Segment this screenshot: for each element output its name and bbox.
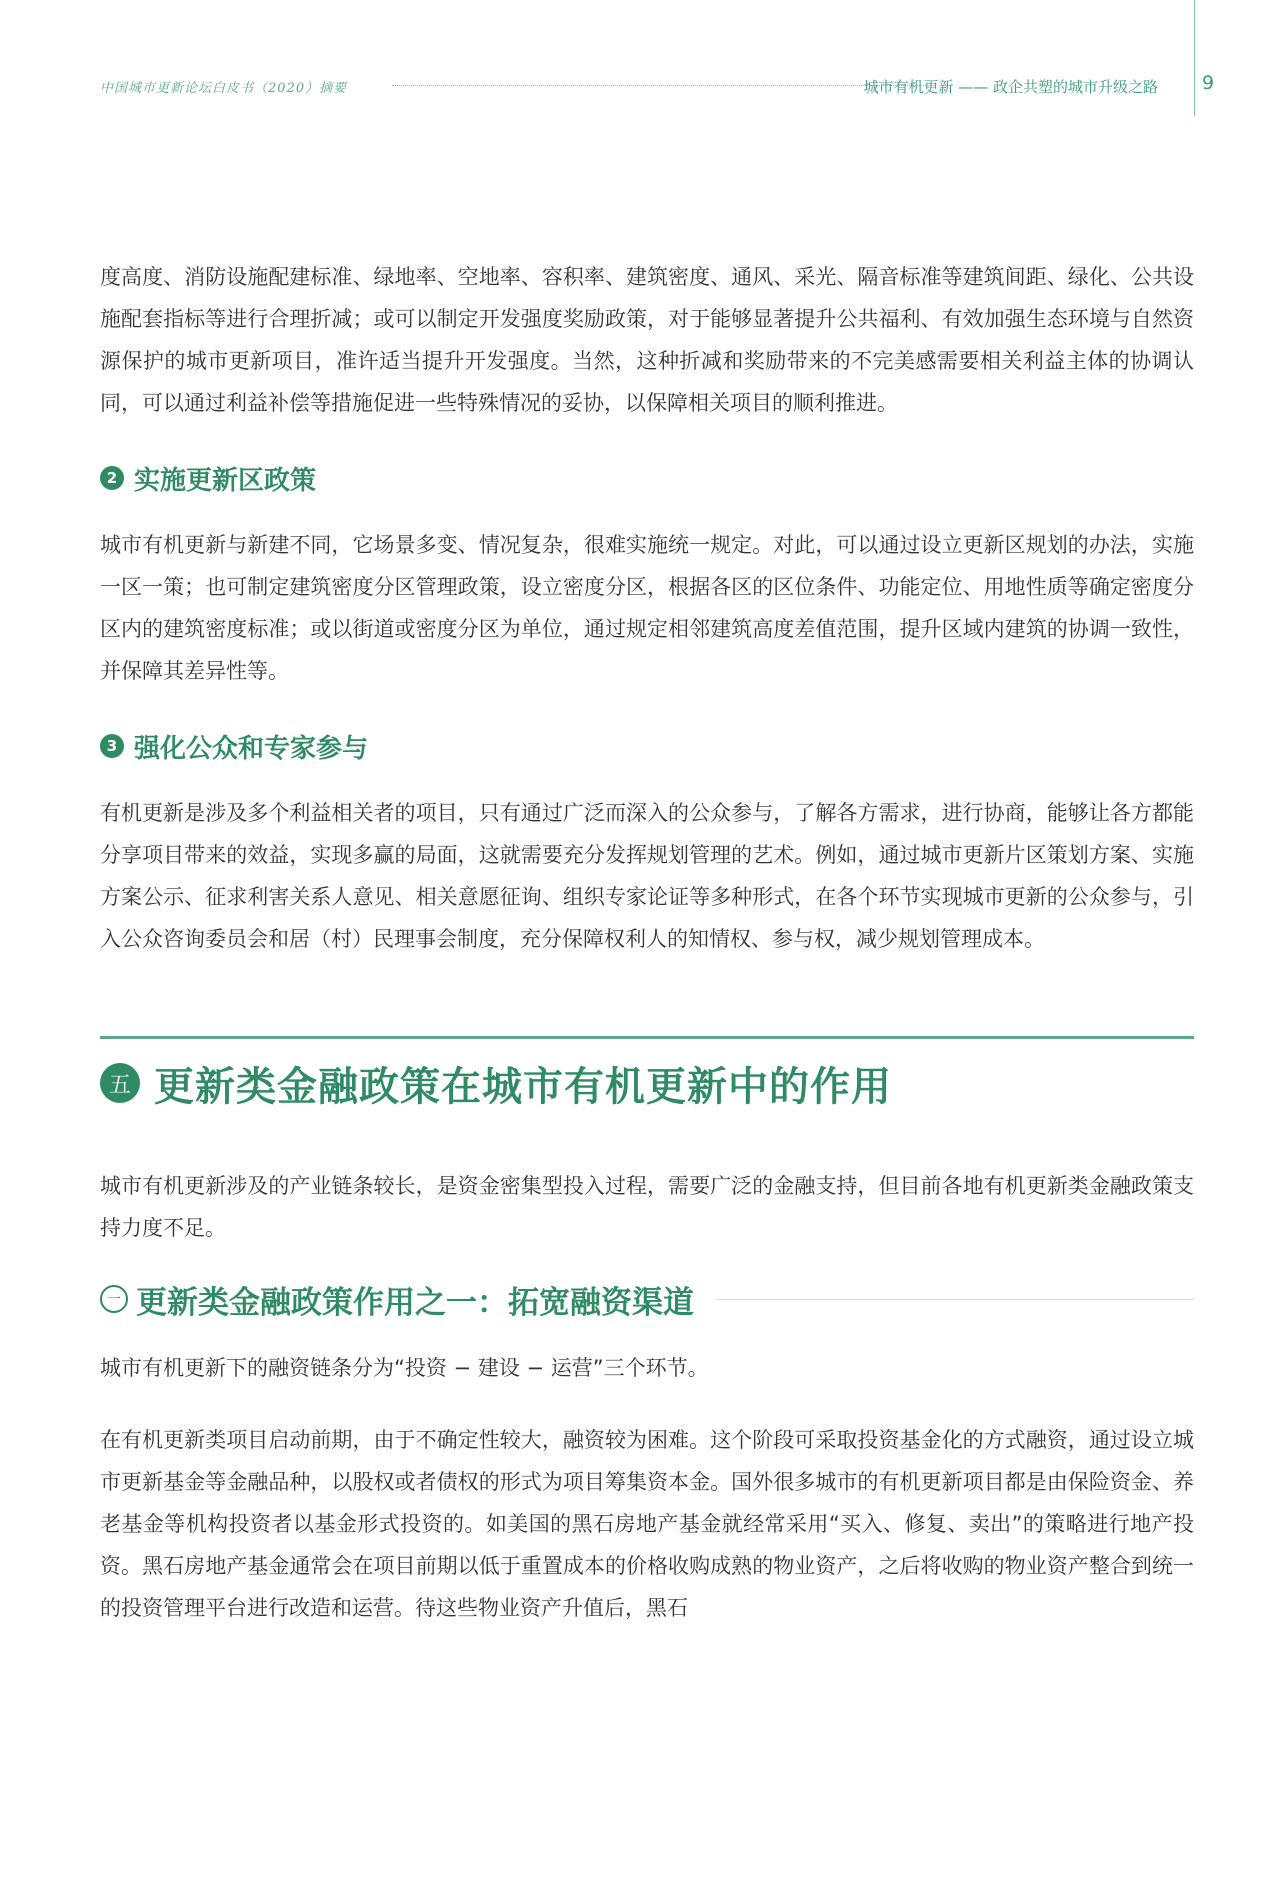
section-heading — [100, 1053, 1194, 1113]
paragraph: 城市有机更新与新建不同，它场景多变、情况复杂，很难实施统一规定。对此，可以通过设立更新区规划的办法，实施一区一策；也可制定建筑密度分区管理政策，设立密度分区，根据各区的区位条件、功能定位、用地性质等确定密度分区内的建筑密度标准；或以街道或密度分区为单位，通过规定相邻建筑高度差值范围，提升区域内建筑的协调一致性，并保障其差异性等。 — [100, 533, 1194, 683]
paragraph: 度高度、消防设施配建标准、绿地率、空地率、容积率、建筑密度、通风、采光、隔音标准等建筑间距、绿化、公共设施配套指标等进行合理折减；或可以制定开发强度奖励政策，对于能够显著提升公共福利、有效加强生态环境与自然资源保护的城市更新项目，准许适当提升开发强度。当然，这种折减和奖励带来的不完美感需要相关利益主体的协调认同，可以通过利益补偿等措施促进一些特殊情况的妥协，以保障相关项目的顺利推进。 — [100, 265, 1194, 415]
subsection-heading — [100, 1277, 1194, 1321]
header-right-title: 城市有机更新 —— 政企共塑的城市升级之路 — [863, 78, 1158, 96]
page-body — [100, 256, 1194, 1629]
subsection-title: 更新类金融政策作用之一：拓宽融资渠道 — [136, 1284, 694, 1321]
number-badge: 2 — [100, 466, 124, 490]
number-badge: 3 — [100, 734, 124, 758]
paragraph: 有机更新是涉及多个利益相关者的项目，只有通过广泛而深入的公众参与，了解各方需求，进行协商，能够让各方都能分享项目带来的效益，实现多赢的局面，这就需要充分发挥规划管理的艺术。例如，通过城市更新片区策划方案、实施方案公示、征求利害关系人意见、相关意愿征询、组织专家论证等多种形式，在各个环节实现城市更新的公众参与，引入公众咨询委员会和居（村）民理事会制度，充分保障权利人的知情权、参与权，减少规划管理成本。 — [100, 801, 1194, 951]
paragraph: 在有机更新类项目启动前期，由于不确定性较大，融资较为困难。这个阶段可采取投资基金化的方式融资，通过设立城市更新基金等金融品种，以股权或者债权的形式为项目筹集资本金。国外很多城市的有机更新项目都是由保险资金、养老基金等机构投资者以基金形式投资的。如美国的黑石房地产基金就经常采用“买入、修复、卖出”的策略进行地产投资。黑石房地产基金通常会在项目前期以低于重置成本的价格收购成熟的物业资产，之后将收购的物业资产整合到统一的投资管理平台进行改造和运营。待这些物业资产升值后，黑石 — [100, 1428, 1194, 1620]
page-header — [100, 74, 1196, 98]
header-dotted-rule — [392, 85, 926, 86]
header-vertical-divider — [1194, 0, 1195, 116]
section-number-badge: 五 — [100, 1063, 140, 1103]
subheading-public-participation — [100, 726, 1194, 766]
subsection-rule — [716, 1299, 1194, 1300]
paragraph: 城市有机更新下的融资链条分为“投资 − 建设 − 运营”三个环节。 — [100, 1356, 709, 1380]
subheading-title: 实施更新区政策 — [134, 465, 317, 496]
subheading-implement-update-zone — [100, 458, 1194, 498]
header-left-title: 中国城市更新论坛白皮书（2020）摘要 — [100, 81, 348, 96]
subheading-title: 强化公众和专家参与 — [134, 733, 369, 764]
section-title: 更新类金融政策在城市有机更新中的作用 — [154, 1063, 892, 1110]
circled-number-icon: 一 — [100, 1285, 128, 1313]
page-number: 9 — [1202, 72, 1215, 94]
paragraph: 城市有机更新涉及的产业链条较长，是资金密集型投入过程，需要广泛的金融支持，但目前各地有机更新类金融政策支持力度不足。 — [100, 1174, 1194, 1240]
